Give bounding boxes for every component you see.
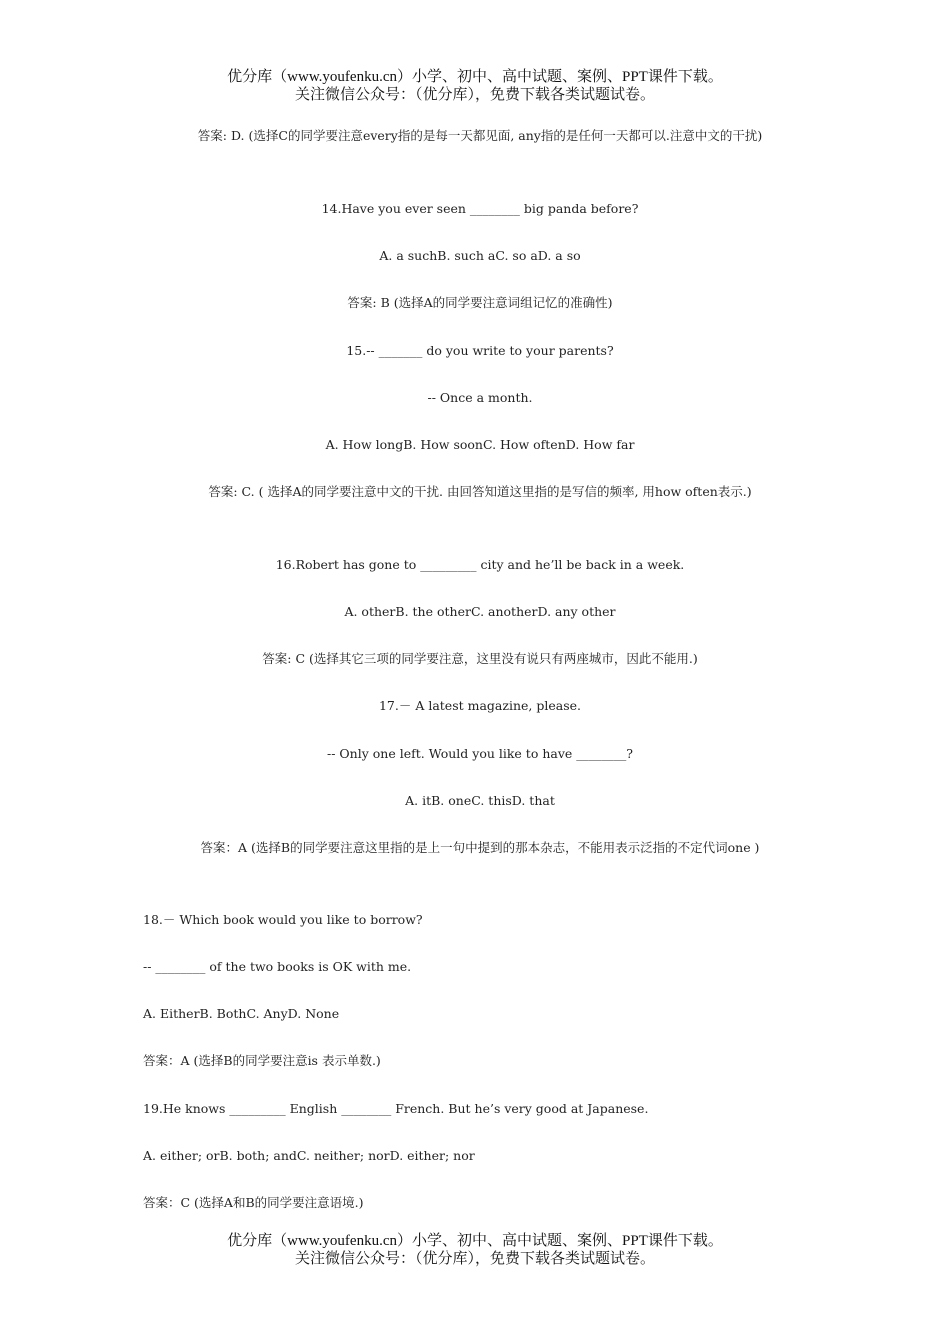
header-line-2: 关注微信公众号：（优分库），免费下载各类试题试卷。 xyxy=(294,87,655,103)
answer-19: 答案：C (选择A和B的同学要注意语境.) xyxy=(143,1195,364,1210)
page-footer xyxy=(0,1232,950,1268)
question-18: 18.－ Which book would you like to borrow? xyxy=(143,912,423,927)
question-17-reply: -- Only one left. Would you like to have ________? xyxy=(327,746,633,761)
answer-14: 答案: B (选择A的同学要注意词组记忆的准确性) xyxy=(347,295,613,310)
question-15-options: A. How longB. How soonC. How oftenD. How far xyxy=(325,437,635,452)
question-15-reply: -- Once a month. xyxy=(427,390,533,405)
question-19: 19.He knows _________ English ________ French. But he’s very good at Japanese. xyxy=(143,1101,649,1116)
answer-17: 答案：A (选择B的同学要注意这里指的是上一句中提到的那本杂志，不能用表示泛指的不定代词one ) xyxy=(200,840,760,855)
answer-18: 答案：A (选择B的同学要注意is 表示单数.) xyxy=(143,1053,381,1068)
footer-line-2: 关注微信公众号：（优分库），免费下载各类试题试卷。 xyxy=(294,1251,655,1267)
answer-15: 答案: C. ( 选择A的同学要注意中文的干扰. 由回答知道这里指的是写信的频率, 用how often表示.) xyxy=(208,484,752,499)
question-14-options: A. a suchB. such aC. so aD. a so xyxy=(379,248,581,263)
question-16: 16.Robert has gone to _________ city and he’ll be back in a week. xyxy=(275,557,685,572)
question-16-options: A. otherB. the otherC. anotherD. any other xyxy=(344,604,616,619)
question-14: 14.Have you ever seen ________ big panda before? xyxy=(321,201,639,216)
question-18-options: A. EitherB. BothC. AnyD. None xyxy=(143,1006,340,1021)
header-line-1: 优分库（www.youfenku.cn）小学、初中、高中试题、案例、PPT课件下载。 xyxy=(227,69,723,85)
page-header xyxy=(0,68,950,104)
question-17: 17.－ A latest magazine, please. xyxy=(378,698,581,713)
question-15: 15.-- _______ do you write to your parents? xyxy=(346,343,614,358)
answer-13: 答案: D. (选择C的同学要注意every指的是每一天都见面, any指的是任何一天都可以.注意中文的干扰) xyxy=(197,128,763,143)
question-19-options: A. either; orB. both; andC. neither; norD. either; nor xyxy=(143,1148,475,1163)
question-18-reply: -- ________ of the two books is OK with me. xyxy=(143,959,412,974)
question-17-options: A. itB. oneC. thisD. that xyxy=(405,793,555,808)
answer-16: 答案: C (选择其它三项的同学要注意，这里没有说只有两座城市，因此不能用.) xyxy=(262,651,698,666)
footer-line-1: 优分库（www.youfenku.cn）小学、初中、高中试题、案例、PPT课件下载。 xyxy=(227,1233,723,1249)
